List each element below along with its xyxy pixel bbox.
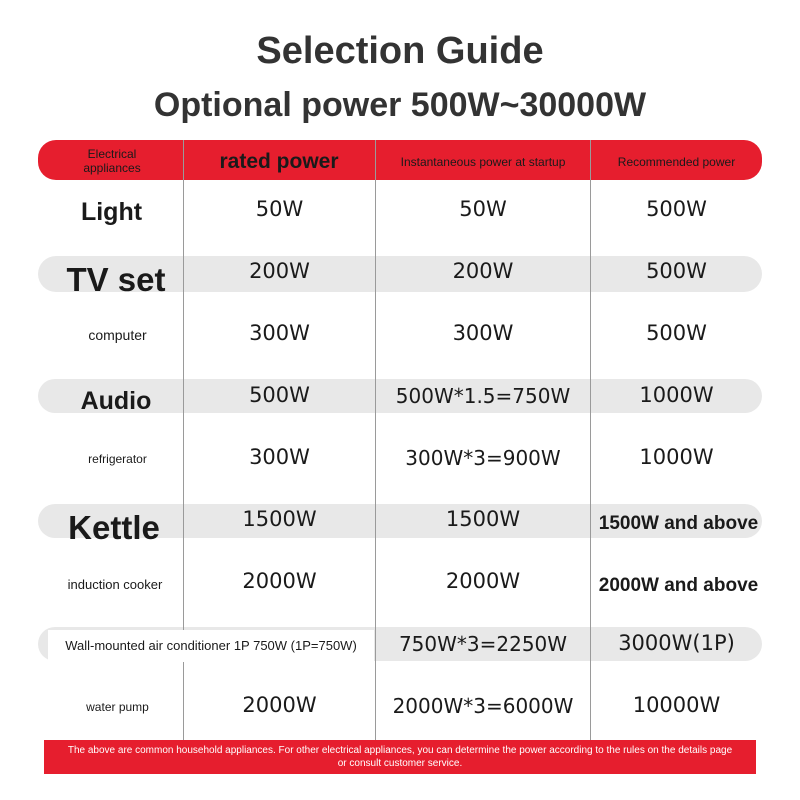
rated-power-cell: 200W bbox=[249, 259, 310, 284]
startup-power-cell: 50W bbox=[459, 197, 507, 222]
rated-power-cell: 50W bbox=[255, 197, 304, 222]
appliance-refrigerator: refrigerator bbox=[88, 451, 147, 466]
header-appliances: Electrical appliances bbox=[83, 146, 141, 175]
rated-power-cell: 2000W bbox=[242, 569, 317, 594]
page-subtitle: Optional power 500W~30000W bbox=[153, 86, 647, 124]
rated-power-cell: 2000W bbox=[242, 693, 317, 718]
startup-power-cell: 2000W*3=6000W bbox=[392, 694, 574, 718]
appliance-computer: computer bbox=[88, 326, 147, 343]
appliance-light: Light bbox=[80, 198, 143, 226]
recommended-power-cell: 500W bbox=[646, 259, 707, 284]
startup-power-cell: 200W bbox=[452, 259, 514, 284]
appliance-audio: Audio bbox=[80, 387, 152, 415]
footer-note: The above are common household appliances. For other electrical appliances, you can determine the power according to the rules on the details page or consult customer service. bbox=[44, 740, 756, 774]
rated-power-cell: 500W bbox=[249, 383, 310, 408]
header-rated-power: rated power bbox=[219, 150, 339, 174]
startup-power-cell: 2000W bbox=[445, 569, 521, 594]
recommended-power-cell: 1000W bbox=[639, 383, 714, 408]
recommended-power-cell: 3000W(1P) bbox=[618, 631, 735, 656]
recommended-power-cell: 500W bbox=[646, 321, 707, 346]
appliance-kettle: Kettle bbox=[68, 509, 160, 547]
startup-power-cell: 750W*3=2250W bbox=[398, 632, 568, 656]
header-startup-power: Instantaneous power at startup bbox=[400, 154, 566, 169]
rated-power-cell: 300W bbox=[249, 445, 310, 470]
rated-power-cell: 1500W bbox=[242, 507, 317, 532]
rated-power-cell: 300W bbox=[249, 321, 310, 346]
recommended-power-cell: 500W bbox=[646, 197, 707, 222]
appliance-air-conditioner: Wall-mounted air conditioner 1P 750W (1P=750W) bbox=[48, 630, 374, 662]
recommended-power-cell: 10000W bbox=[632, 693, 721, 718]
header-recommended-power: Recommended power bbox=[617, 154, 736, 169]
recommended-power-cell: 1500W and above bbox=[598, 512, 759, 534]
recommended-power-cell: 2000W and above bbox=[598, 574, 759, 596]
appliance-water-pump: water pump bbox=[86, 699, 149, 714]
recommended-power-cell: 1000W bbox=[639, 445, 714, 470]
startup-power-cell: 500W*1.5=750W bbox=[395, 384, 571, 408]
startup-power-cell: 300W bbox=[452, 321, 514, 346]
appliance-tv-set: TV set bbox=[66, 261, 166, 299]
startup-power-cell: 300W*3=900W bbox=[405, 446, 561, 470]
startup-power-cell: 1500W bbox=[445, 507, 521, 532]
appliance-induction-cooker: induction cooker bbox=[67, 577, 163, 593]
page-title: Selection Guide bbox=[256, 30, 544, 72]
